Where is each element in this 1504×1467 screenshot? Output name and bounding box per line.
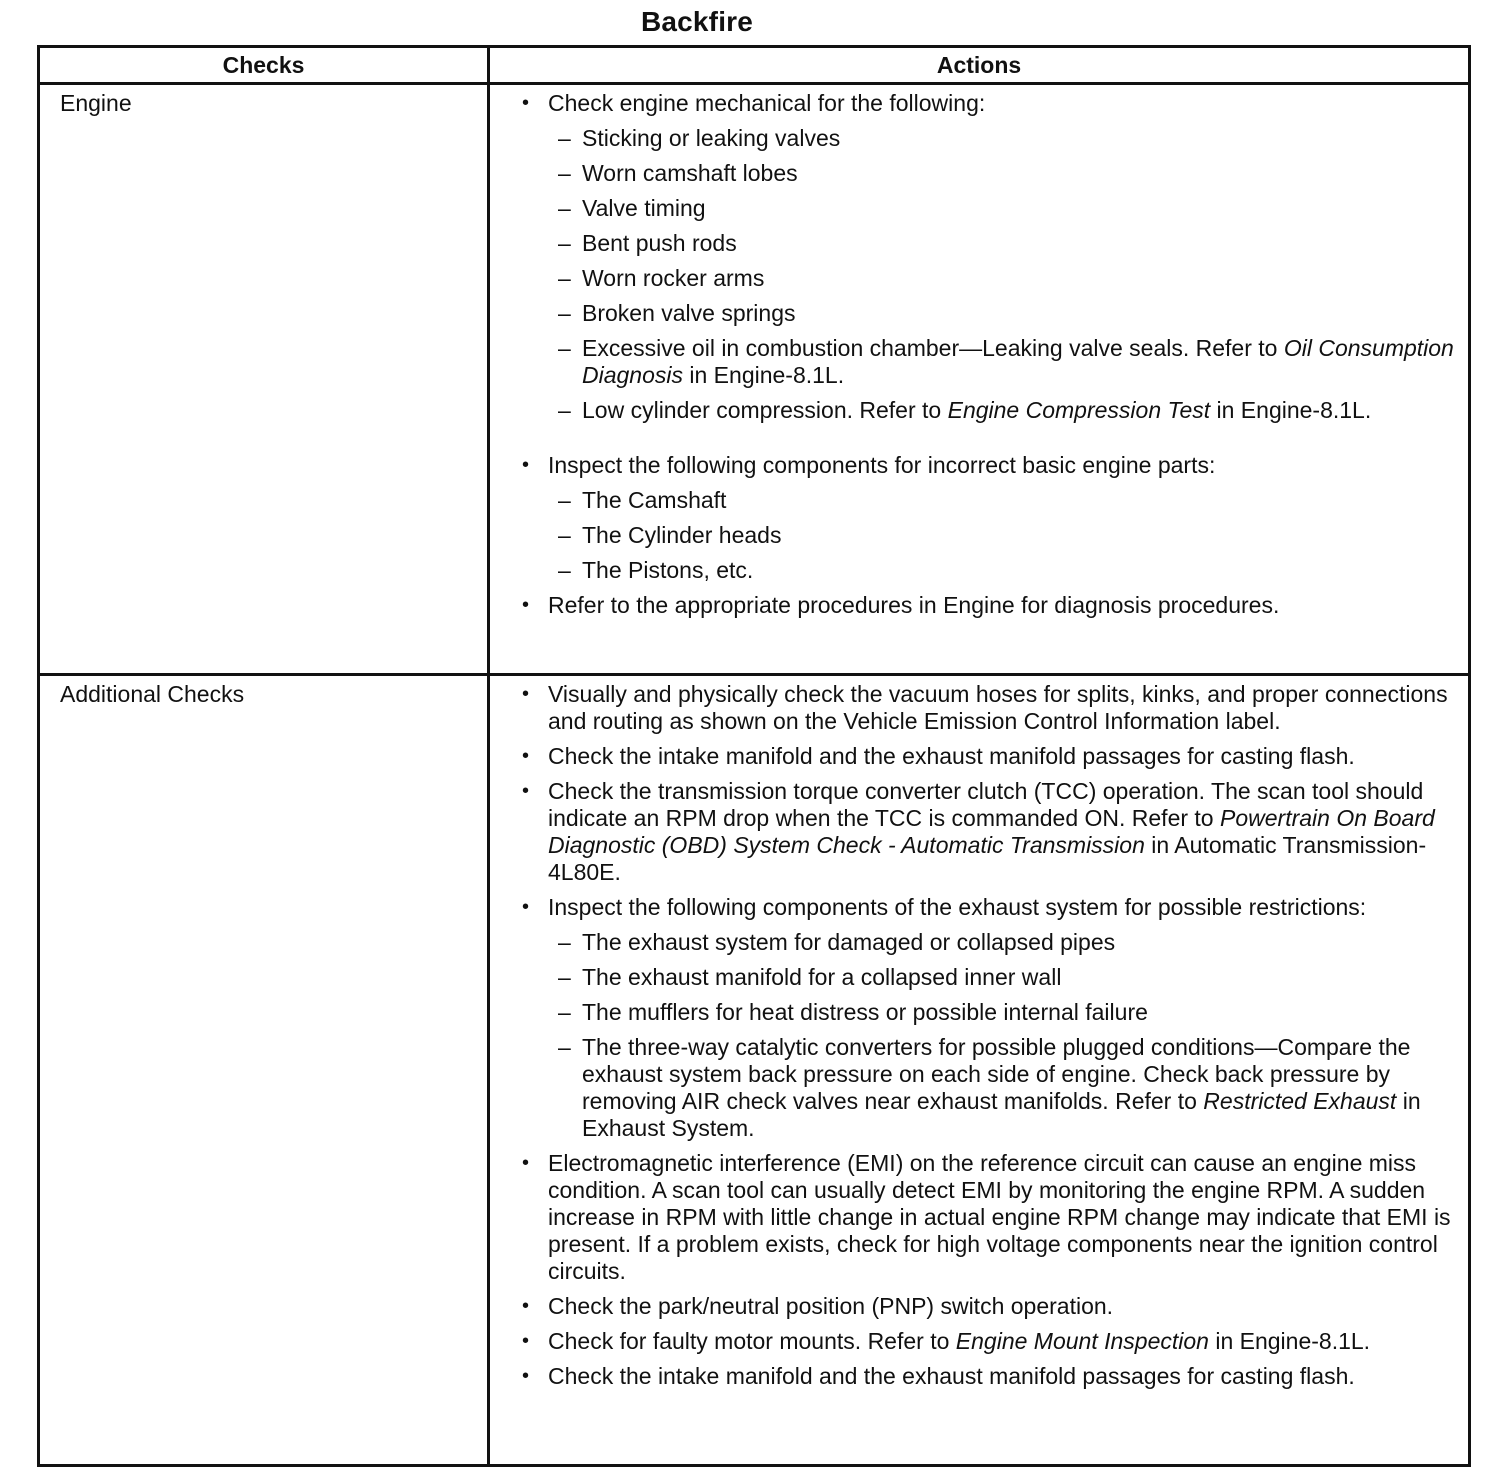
sub-text: in Engine-8.1L.	[683, 362, 845, 388]
action-text: Check engine mechanical for the following:	[548, 90, 986, 116]
compression-test-reference: Engine Compression Test	[947, 397, 1211, 423]
table-row-engine	[39, 84, 1470, 675]
engine-actions	[489, 84, 1470, 675]
list-item: • Check the intake manifold and the exhaust manifold passages for casting flash.	[520, 1363, 1456, 1390]
list-item	[520, 894, 1456, 1142]
backfire-table	[37, 45, 1471, 1467]
obd-check-reference: Powertrain On Board Diagnostic (OBD) System Check - Automatic Transmission	[548, 805, 1435, 858]
sub-item	[548, 335, 1456, 389]
action-text: Inspect the following components for incorrect basic engine parts:	[548, 452, 1216, 478]
sub-item: – The Camshaft	[548, 487, 1456, 514]
sub-text: Excessive oil in combustion chamber—Leaking valve seals. Refer to	[582, 335, 1284, 361]
additional-actions	[489, 675, 1470, 1466]
sub-text: in Exhaust System.	[582, 1088, 1421, 1141]
sub-text: in Engine-8.1L.	[1210, 397, 1372, 423]
sub-item: – Bent push rods	[548, 230, 1456, 257]
sub-item: – The Cylinder heads	[548, 522, 1456, 549]
sub-text: Low cylinder compression. Refer to	[582, 397, 948, 423]
action-text: Inspect the following components of the exhaust system for possible restrictions:	[548, 894, 1367, 920]
engine-action-list	[520, 90, 1456, 619]
list-item: • Visually and physically check the vacuum hoses for splits, kinks, and proper connections and routing as shown on the Vehicle Emission Control Information label.	[520, 681, 1456, 735]
sub-item: – The exhaust system for damaged or collapsed pipes	[548, 929, 1456, 956]
exhaust-sublist	[548, 929, 1456, 1142]
actions-header: Actions	[489, 47, 1470, 84]
header-row	[39, 47, 1470, 84]
action-text: Check for faulty motor mounts. Refer to	[548, 1328, 956, 1354]
sub-text: The three-way catalytic converters for possible plugged conditions—Compare the exhaust system back pressure on each side of engine. Check back pressure by removing AIR check valves near exhaust manifolds. Refer to	[582, 1034, 1411, 1114]
list-item	[520, 1328, 1456, 1355]
page-title: Backfire	[640, 6, 754, 37]
list-item: • Check the park/neutral position (PNP) switch operation.	[520, 1293, 1456, 1320]
sub-item: – Sticking or leaking valves	[548, 125, 1456, 152]
sub-item: – Worn rocker arms	[548, 265, 1456, 292]
sub-item	[548, 1034, 1456, 1142]
list-item	[520, 778, 1456, 886]
list-item: • Check the intake manifold and the exhaust manifold passages for casting flash.	[520, 743, 1456, 770]
engine-mechanical-sublist	[548, 125, 1456, 424]
sub-item: – Valve timing	[548, 195, 1456, 222]
sub-item: – The mufflers for heat distress or possible internal failure	[548, 999, 1456, 1026]
sub-item: – Broken valve springs	[548, 300, 1456, 327]
additional-check-label: Additional Checks	[39, 675, 489, 1466]
checks-header: Checks	[39, 47, 489, 84]
sub-item: – The Pistons, etc.	[548, 557, 1456, 584]
action-text: Check the transmission torque converter clutch (TCC) operation. The scan tool should indicate an RPM drop when the TCC is commanded ON. Refer to	[548, 778, 1424, 831]
action-text: in Automatic Transmission-4L80E.	[548, 832, 1427, 885]
restricted-exhaust-reference: Restricted Exhaust	[1203, 1088, 1397, 1114]
sub-item: – Worn camshaft lobes	[548, 160, 1456, 187]
engine-mount-reference: Engine Mount Inspection	[955, 1328, 1209, 1354]
action-text: in Engine-8.1L.	[1208, 1328, 1371, 1354]
sub-item	[548, 397, 1456, 424]
list-item	[520, 90, 1456, 424]
list-item: • Refer to the appropriate procedures in Engine for diagnosis procedures.	[520, 592, 1456, 619]
engine-parts-sublist	[548, 487, 1456, 584]
list-item	[520, 452, 1456, 584]
sub-item: – The exhaust manifold for a collapsed inner wall	[548, 964, 1456, 991]
list-item: • Electromagnetic interference (EMI) on the reference circuit can cause an engine miss condition. A scan tool can usually detect EMI by monitoring the engine RPM. A sudden increase in RPM with little change in actual engine RPM change may indicate that EMI is present. If a problem exists, check for high voltage components near the ignition control circuits.	[520, 1150, 1456, 1285]
oil-consumption-reference: Oil Consumption Diagnosis	[582, 335, 1454, 388]
engine-check-label: Engine	[39, 84, 489, 675]
additional-action-list	[520, 681, 1456, 1390]
table-row-additional	[39, 675, 1470, 1466]
